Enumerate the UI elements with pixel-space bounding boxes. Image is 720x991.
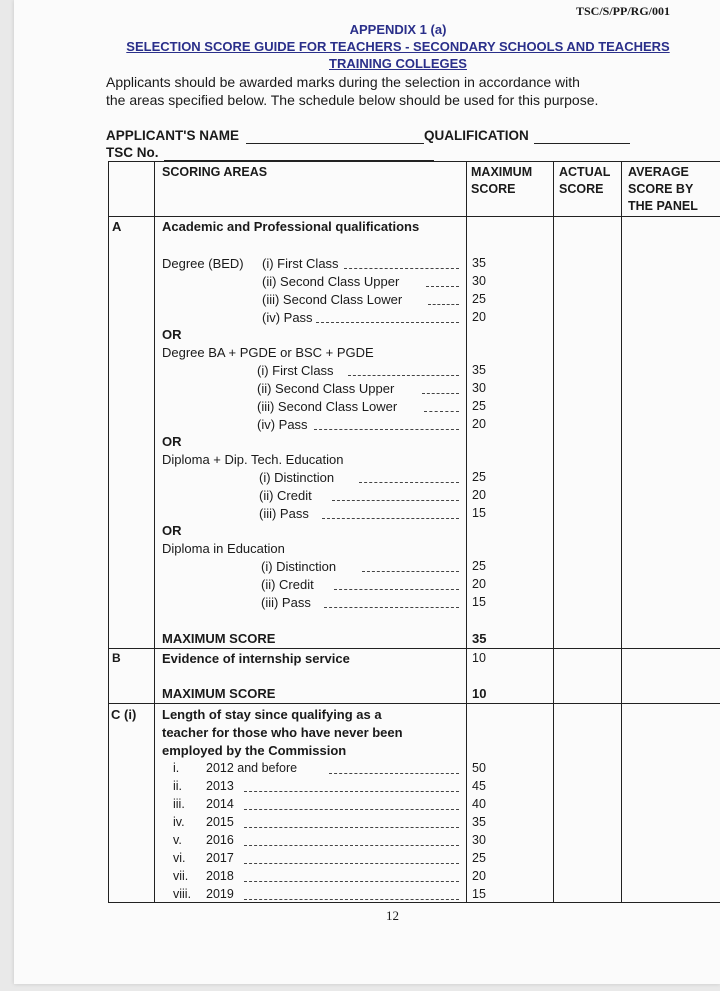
header-average-3: THE PANEL [628, 199, 698, 213]
header-scoring-areas: SCORING AREAS [162, 165, 268, 179]
year-item-number: vi. [173, 851, 186, 865]
qual-item-score: 35 [472, 256, 486, 270]
section-a-code: A [112, 219, 122, 234]
applicant-name-label: APPLICANT'S NAME [106, 128, 239, 143]
qual-item-score: 15 [472, 506, 486, 520]
header-divider [108, 216, 720, 217]
year-item-number: viii. [173, 887, 192, 901]
leader-dashes [244, 899, 459, 900]
section-b-code: B [112, 651, 121, 665]
year-item-number: vii. [173, 869, 189, 883]
year-item-number: v. [173, 833, 182, 847]
year-item-label: 2019 [206, 887, 234, 901]
year-item-score: 50 [472, 761, 486, 775]
header-average-2: SCORE BY [628, 182, 694, 196]
degree-bed-label: Degree (BED) [162, 256, 244, 271]
leader-dashes [244, 863, 459, 864]
qualification-blank [534, 143, 630, 144]
year-item-score: 25 [472, 851, 486, 865]
leader-dashes [316, 322, 459, 323]
or-separator: OR [162, 523, 182, 538]
applicant-name-blank [246, 143, 424, 144]
leader-dashes [426, 286, 459, 287]
section-b-max-label: MAXIMUM SCORE [162, 686, 276, 701]
qual-item-label: (i) First Class [257, 363, 334, 378]
year-item-score: 45 [472, 779, 486, 793]
leader-dashes [422, 393, 459, 394]
qual-item-score: 25 [472, 399, 486, 413]
leader-dashes [359, 482, 459, 483]
qual-item-label: (i) Distinction [259, 470, 335, 485]
qual-item-label: (iv) Pass [257, 417, 308, 432]
leader-dashes [334, 589, 459, 590]
qual-item-label: (ii) Second Class Upper [257, 381, 395, 396]
leader-dashes [332, 500, 459, 501]
header-max-1: MAXIMUM [471, 165, 533, 179]
year-item-score: 40 [472, 797, 486, 811]
col-border-code [154, 161, 155, 902]
section-b-score: 10 [472, 651, 486, 665]
year-item-label: 2012 and before [206, 761, 298, 775]
year-item-label: 2014 [206, 797, 234, 811]
year-item-label: 2018 [206, 869, 234, 883]
leader-dashes [244, 827, 459, 828]
or-separator: OR [162, 327, 182, 342]
qual-item-label: (ii) Credit [261, 577, 314, 592]
section-b-divider [108, 703, 720, 704]
year-item-score: 20 [472, 869, 486, 883]
col-border-max [553, 161, 554, 902]
leader-dashes [244, 845, 459, 846]
leader-dashes [424, 411, 459, 412]
leader-dashes [329, 773, 459, 774]
diploma-tech-label: Diploma + Dip. Tech. Education [162, 452, 344, 467]
header-average-1: AVERAGE [628, 165, 689, 179]
leader-dashes [244, 791, 459, 792]
qual-item-score: 25 [472, 292, 486, 306]
year-item-number: i. [173, 761, 180, 775]
qual-item-label: (ii) Credit [259, 488, 312, 503]
qual-item-score: 20 [472, 488, 486, 502]
qualification-label: QUALIFICATION [424, 128, 529, 143]
section-a-max-score: 35 [472, 631, 487, 646]
col-border-actual [621, 161, 622, 902]
year-item-label: 2016 [206, 833, 234, 847]
section-c-code: C (i) [111, 707, 137, 722]
year-item-number: ii. [173, 779, 183, 793]
leader-dashes [362, 571, 459, 572]
leader-dashes [344, 268, 459, 269]
section-a-title: Academic and Professional qualifications [162, 219, 420, 234]
qual-item-label: (i) First Class [262, 256, 339, 271]
document-title-line-1: SELECTION SCORE GUIDE FOR TEACHERS - SECONDARY SCHOOLS AND TEACHERS [126, 39, 670, 54]
leader-dashes [428, 304, 459, 305]
qual-item-score: 25 [472, 559, 486, 573]
appendix-heading: APPENDIX 1 (a) [349, 22, 447, 37]
page-number: 12 [386, 908, 399, 923]
document-page [14, 0, 720, 984]
degree-pgde-label: Degree BA + PGDE or BSC + PGDE [162, 345, 374, 360]
document-reference: TSC/S/PP/RG/001 [575, 4, 670, 18]
diploma-education-label: Diploma in Education [162, 541, 285, 556]
year-item-number: iv. [173, 815, 185, 829]
table-bottom-border [108, 902, 720, 903]
leader-dashes [322, 518, 459, 519]
section-c-title-2: teacher for those who have never been [162, 725, 403, 740]
qual-item-label: (iii) Second Class Lower [257, 399, 398, 414]
year-item-label: 2013 [206, 779, 234, 793]
qual-item-score: 30 [472, 381, 486, 395]
section-c-title-3: employed by the Commission [162, 743, 347, 758]
or-separator: OR [162, 434, 182, 449]
year-item-score: 30 [472, 833, 486, 847]
qual-item-score: 30 [472, 274, 486, 288]
section-a-max-label: MAXIMUM SCORE [162, 631, 276, 646]
leader-dashes [324, 607, 459, 608]
header-actual-2: SCORE [559, 182, 604, 196]
tsc-number-label: TSC No. [106, 145, 159, 160]
leader-dashes [244, 809, 459, 810]
qual-item-score: 20 [472, 417, 486, 431]
qual-item-label: (iii) Pass [261, 595, 311, 610]
header-max-2: SCORE [471, 182, 516, 196]
qual-item-score: 35 [472, 363, 486, 377]
year-item-score: 15 [472, 887, 486, 901]
qual-item-label: (iii) Second Class Lower [262, 292, 403, 307]
qual-item-score: 20 [472, 310, 486, 324]
section-a-divider [108, 648, 720, 649]
qual-item-label: (i) Distinction [261, 559, 337, 574]
header-actual-1: ACTUAL [559, 165, 611, 179]
document-title-line-2: TRAINING COLLEGES [329, 56, 467, 71]
year-item-label: 2015 [206, 815, 234, 829]
leader-dashes [348, 375, 459, 376]
qual-item-score: 15 [472, 595, 486, 609]
col-border-area [466, 161, 467, 902]
col-border-left [108, 161, 109, 902]
section-b-max-score: 10 [472, 686, 487, 701]
section-c-title-1: Length of stay since qualifying as a [162, 707, 382, 722]
year-item-number: iii. [173, 797, 185, 811]
leader-dashes [244, 881, 459, 882]
qual-item-label: (ii) Second Class Upper [262, 274, 400, 289]
intro-line-1: Applicants should be awarded marks during the selection in accordance with [106, 74, 580, 90]
intro-line-2: the areas specified below. The schedule below should be used for this purpose. [106, 92, 599, 108]
qual-item-score: 25 [472, 470, 486, 484]
leader-dashes [314, 429, 459, 430]
year-item-score: 35 [472, 815, 486, 829]
qual-item-label: (iii) Pass [259, 506, 309, 521]
qual-item-score: 20 [472, 577, 486, 591]
year-item-label: 2017 [206, 851, 234, 865]
section-b-title: Evidence of internship service [162, 651, 350, 666]
table-top-border [108, 161, 720, 162]
qual-item-label: (iv) Pass [262, 310, 313, 325]
